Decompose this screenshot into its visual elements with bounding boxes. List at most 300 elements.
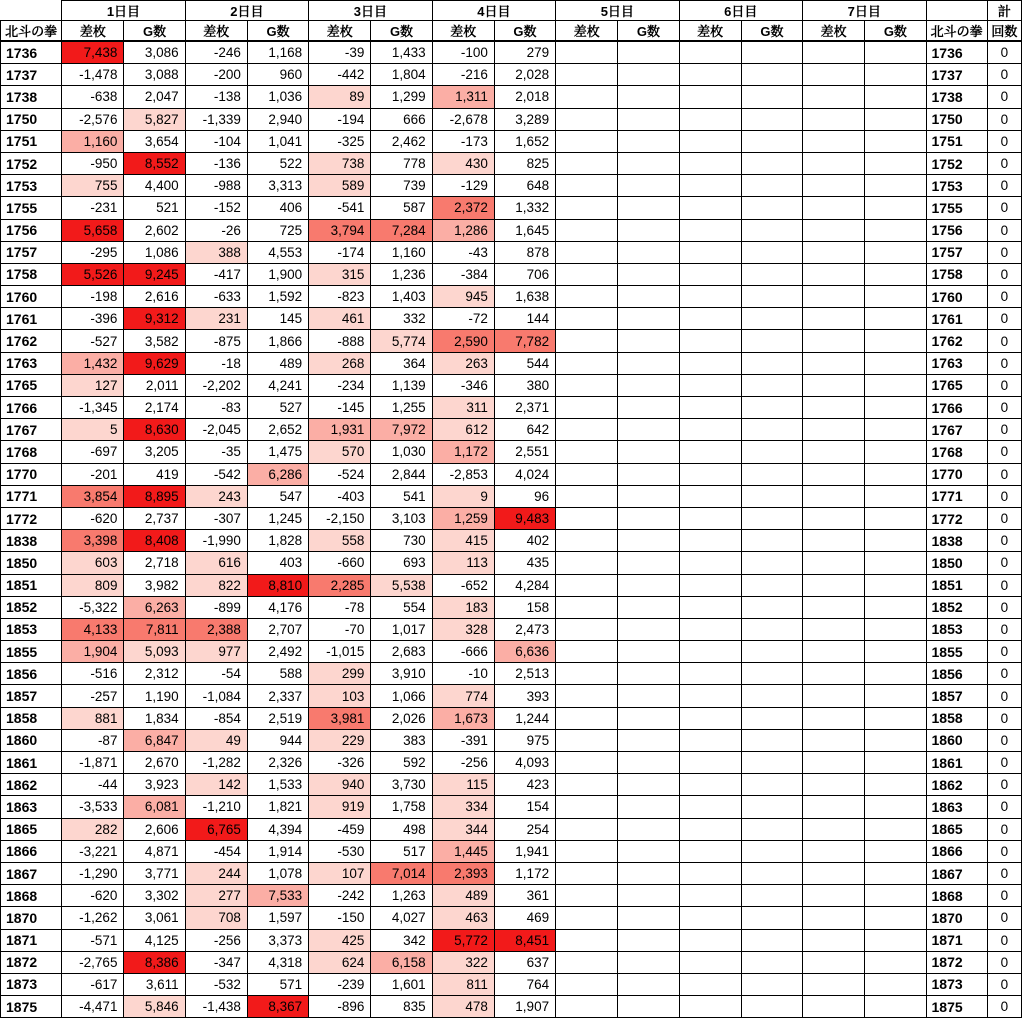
diff-cell: -4,471: [62, 996, 124, 1018]
empty-cell: [618, 729, 679, 751]
diff-cell: -44: [62, 774, 124, 796]
empty-cell: [679, 552, 741, 574]
empty-cell: [556, 774, 618, 796]
games-cell: 1,601: [371, 973, 432, 995]
empty-cell: [679, 41, 741, 64]
empty-cell: [803, 840, 865, 862]
empty-cell: [803, 241, 865, 263]
empty-cell: [618, 263, 679, 285]
empty-cell: [618, 175, 679, 197]
empty-cell: [741, 752, 802, 774]
count-cell: 0: [987, 796, 1021, 818]
empty-cell: [741, 86, 802, 108]
games-cell: 975: [494, 729, 555, 751]
games-cell: 3,205: [124, 441, 185, 463]
diff-cell: 755: [62, 175, 124, 197]
games-cell: 435: [494, 552, 555, 574]
count-cell: 0: [987, 907, 1021, 929]
diff-cell: -242: [309, 885, 371, 907]
diff-cell: -1,339: [185, 108, 247, 130]
column-header-row: [1, 21, 1022, 42]
games-cell: 4,400: [124, 175, 185, 197]
table-row: [1, 152, 1022, 174]
games-cell: 364: [371, 352, 432, 374]
empty-cell: [618, 951, 679, 973]
diff-cell: 103: [309, 685, 371, 707]
empty-cell: [741, 374, 802, 396]
games-cell: 544: [494, 352, 555, 374]
games-cell: 648: [494, 175, 555, 197]
empty-cell: [679, 152, 741, 174]
games-cell: 332: [371, 308, 432, 330]
empty-cell: [618, 641, 679, 663]
diff-cell: 328: [432, 618, 494, 640]
diff-cell: -39: [309, 41, 371, 64]
empty-cell: [556, 463, 618, 485]
table-row: [1, 219, 1022, 241]
diff-cell: 589: [309, 175, 371, 197]
games-header: G数: [741, 21, 802, 42]
table-row: [1, 374, 1022, 396]
machine-number-right: 1866: [926, 840, 987, 862]
games-cell: 944: [247, 729, 308, 751]
machine-number-right: 1872: [926, 951, 987, 973]
machine-number: 1873: [1, 973, 62, 995]
table-row: [1, 86, 1022, 108]
diff-cell: 5: [62, 419, 124, 441]
count-cell: 0: [987, 885, 1021, 907]
games-cell: 3,313: [247, 175, 308, 197]
games-cell: 3,730: [371, 774, 432, 796]
machine-number-right: 1855: [926, 641, 987, 663]
table-row: [1, 241, 1022, 263]
empty-cell: [618, 64, 679, 86]
empty-cell: [865, 951, 926, 973]
diff-cell: -136: [185, 152, 247, 174]
diff-cell: -2,150: [309, 507, 371, 529]
empty-cell: [803, 419, 865, 441]
games-cell: 2,047: [124, 86, 185, 108]
games-cell: 3,611: [124, 973, 185, 995]
machine-number-right: 1758: [926, 263, 987, 285]
diff-cell: -823: [309, 286, 371, 308]
machine-number: 1871: [1, 929, 62, 951]
empty-cell: [618, 907, 679, 929]
games-cell: 3,910: [371, 663, 432, 685]
games-header: G数: [865, 21, 926, 42]
empty-cell: [865, 707, 926, 729]
games-cell: 2,551: [494, 441, 555, 463]
table-row: [1, 929, 1022, 951]
empty-cell: [618, 41, 679, 64]
machine-number-right: 1857: [926, 685, 987, 707]
empty-cell: [741, 130, 802, 152]
empty-cell: [556, 507, 618, 529]
games-cell: 5,827: [124, 108, 185, 130]
diff-cell: -403: [309, 485, 371, 507]
empty-cell: [679, 108, 741, 130]
empty-cell: [741, 663, 802, 685]
diff-cell: -129: [432, 175, 494, 197]
count-cell: 0: [987, 397, 1021, 419]
machine-number-right: 1853: [926, 618, 987, 640]
empty-cell: [741, 485, 802, 507]
empty-cell: [741, 818, 802, 840]
empty-cell: [741, 996, 802, 1018]
empty-cell: [865, 618, 926, 640]
diff-cell: 1,172: [432, 441, 494, 463]
empty-cell: [679, 419, 741, 441]
machine-number-right: 1856: [926, 663, 987, 685]
empty-cell: [865, 840, 926, 862]
empty-cell: [865, 308, 926, 330]
machine-number-right: 1863: [926, 796, 987, 818]
diff-cell: 315: [309, 263, 371, 285]
empty-cell: [679, 175, 741, 197]
diff-cell: -2,765: [62, 951, 124, 973]
machine-number: 1867: [1, 862, 62, 884]
table-row: [1, 996, 1022, 1018]
empty-cell: [556, 929, 618, 951]
empty-cell: [556, 108, 618, 130]
diff-cell: 2,372: [432, 197, 494, 219]
games-cell: 8,895: [124, 485, 185, 507]
games-cell: 380: [494, 374, 555, 396]
empty-cell: [865, 574, 926, 596]
diff-header: 差枚: [185, 21, 247, 42]
diff-header: 差枚: [803, 21, 865, 42]
machine-number-right: 1750: [926, 108, 987, 130]
games-cell: 3,088: [124, 64, 185, 86]
games-cell: 6,286: [247, 463, 308, 485]
empty-cell: [679, 840, 741, 862]
empty-cell: [741, 507, 802, 529]
empty-cell: [741, 308, 802, 330]
count-cell: 0: [987, 641, 1021, 663]
empty-cell: [865, 774, 926, 796]
empty-cell: [803, 929, 865, 951]
games-cell: 693: [371, 552, 432, 574]
games-cell: 825: [494, 152, 555, 174]
empty-cell: [741, 463, 802, 485]
games-cell: 1,533: [247, 774, 308, 796]
empty-cell: [865, 86, 926, 108]
count-cell: 0: [987, 219, 1021, 241]
empty-cell: [741, 41, 802, 64]
diff-cell: 558: [309, 530, 371, 552]
diff-cell: -896: [309, 996, 371, 1018]
diff-cell: 311: [432, 397, 494, 419]
empty-cell: [679, 663, 741, 685]
machine-number-right: 1871: [926, 929, 987, 951]
empty-cell: [741, 263, 802, 285]
games-cell: 1,017: [371, 618, 432, 640]
diff-cell: -72: [432, 308, 494, 330]
machine-number-right: 1838: [926, 530, 987, 552]
machine-number: 1751: [1, 130, 62, 152]
empty-cell: [618, 818, 679, 840]
corner-cell: [1, 1, 62, 21]
games-cell: 3,923: [124, 774, 185, 796]
day-header: 5日目: [556, 1, 679, 21]
diff-cell: 322: [432, 951, 494, 973]
empty-cell: [741, 241, 802, 263]
empty-cell: [679, 441, 741, 463]
table-row: [1, 729, 1022, 751]
empty-cell: [618, 552, 679, 574]
empty-cell: [679, 885, 741, 907]
diff-cell: 107: [309, 862, 371, 884]
machine-number-right: 1771: [926, 485, 987, 507]
empty-cell: [865, 263, 926, 285]
machine-number: 1850: [1, 552, 62, 574]
table-row: [1, 352, 1022, 374]
diff-cell: 231: [185, 308, 247, 330]
machine-number-right: 1772: [926, 507, 987, 529]
diff-cell: 115: [432, 774, 494, 796]
diff-cell: -633: [185, 286, 247, 308]
empty-cell: [679, 241, 741, 263]
empty-cell: [865, 397, 926, 419]
machine-number: 1875: [1, 996, 62, 1018]
day-header: 2日目: [185, 1, 308, 21]
machine-number: 1767: [1, 419, 62, 441]
table-row: [1, 707, 1022, 729]
empty-cell: [865, 685, 926, 707]
empty-cell: [741, 574, 802, 596]
machine-number-right: 1767: [926, 419, 987, 441]
diff-cell: -256: [185, 929, 247, 951]
diff-header: 差枚: [309, 21, 371, 42]
empty-cell: [556, 707, 618, 729]
games-cell: 1,433: [371, 41, 432, 64]
empty-cell: [865, 286, 926, 308]
diff-cell: 183: [432, 596, 494, 618]
diff-cell: 2,393: [432, 862, 494, 884]
games-cell: 1,475: [247, 441, 308, 463]
empty-cell: [865, 907, 926, 929]
diff-cell: -346: [432, 374, 494, 396]
diff-cell: -2,576: [62, 108, 124, 130]
diff-cell: 612: [432, 419, 494, 441]
table-row: [1, 108, 1022, 130]
games-cell: 1,190: [124, 685, 185, 707]
empty-cell: [618, 374, 679, 396]
games-cell: 402: [494, 530, 555, 552]
diff-cell: -1,262: [62, 907, 124, 929]
count-cell: 0: [987, 241, 1021, 263]
machine-number: 1756: [1, 219, 62, 241]
empty-cell: [556, 241, 618, 263]
empty-cell: [679, 862, 741, 884]
games-cell: 1,834: [124, 707, 185, 729]
machine-number-right: 1751: [926, 130, 987, 152]
empty-cell: [865, 663, 926, 685]
machine-number-right: 1752: [926, 152, 987, 174]
games-cell: 4,024: [494, 463, 555, 485]
empty-cell: [865, 530, 926, 552]
day-header: 3日目: [309, 1, 432, 21]
empty-cell: [556, 130, 618, 152]
empty-cell: [618, 663, 679, 685]
games-cell: 587: [371, 197, 432, 219]
diff-cell: 489: [432, 885, 494, 907]
machine-number: 1770: [1, 463, 62, 485]
diff-cell: 142: [185, 774, 247, 796]
table-row: [1, 286, 1022, 308]
empty-cell: [679, 263, 741, 285]
games-header: G数: [618, 21, 679, 42]
games-cell: 4,871: [124, 840, 185, 862]
machine-number-right: 1770: [926, 463, 987, 485]
games-cell: 764: [494, 973, 555, 995]
empty-cell: [741, 64, 802, 86]
machine-number: 1838: [1, 530, 62, 552]
diff-cell: 3,854: [62, 485, 124, 507]
games-cell: 2,670: [124, 752, 185, 774]
games-cell: 571: [247, 973, 308, 995]
empty-cell: [803, 152, 865, 174]
empty-cell: [865, 441, 926, 463]
games-cell: 3,086: [124, 41, 185, 64]
empty-cell: [618, 463, 679, 485]
empty-cell: [679, 929, 741, 951]
diff-cell: -1,282: [185, 752, 247, 774]
diff-cell: -541: [309, 197, 371, 219]
empty-cell: [679, 618, 741, 640]
empty-cell: [803, 530, 865, 552]
diff-cell: -100: [432, 41, 494, 64]
empty-cell: [865, 818, 926, 840]
games-cell: 8,451: [494, 929, 555, 951]
machine-number: 1866: [1, 840, 62, 862]
table-row: [1, 485, 1022, 507]
empty-cell: [618, 286, 679, 308]
empty-cell: [679, 907, 741, 929]
empty-cell: [741, 929, 802, 951]
empty-cell: [556, 219, 618, 241]
empty-cell: [741, 596, 802, 618]
games-cell: 2,028: [494, 64, 555, 86]
games-cell: 642: [494, 419, 555, 441]
empty-cell: [618, 419, 679, 441]
diff-cell: -326: [309, 752, 371, 774]
games-cell: 1,914: [247, 840, 308, 862]
table-row: [1, 419, 1022, 441]
empty-cell: [741, 796, 802, 818]
empty-cell: [679, 996, 741, 1018]
empty-cell: [556, 885, 618, 907]
games-cell: 1,900: [247, 263, 308, 285]
diff-cell: -5,322: [62, 596, 124, 618]
count-cell: 0: [987, 441, 1021, 463]
games-cell: 1,139: [371, 374, 432, 396]
diff-cell: -10: [432, 663, 494, 685]
games-header: G数: [124, 21, 185, 42]
empty-cell: [803, 507, 865, 529]
games-cell: 383: [371, 729, 432, 751]
count-cell: 0: [987, 286, 1021, 308]
count-header: 回数: [987, 21, 1021, 42]
empty-cell: [618, 130, 679, 152]
empty-cell: [803, 441, 865, 463]
games-cell: 730: [371, 530, 432, 552]
games-cell: 2,519: [247, 707, 308, 729]
day-header: 1日目: [62, 1, 185, 21]
diff-cell: -234: [309, 374, 371, 396]
diff-cell: 463: [432, 907, 494, 929]
machine-number: 1752: [1, 152, 62, 174]
diff-cell: 3,398: [62, 530, 124, 552]
games-cell: 3,302: [124, 885, 185, 907]
table-row: [1, 663, 1022, 685]
diff-cell: -194: [309, 108, 371, 130]
empty-cell: [741, 885, 802, 907]
diff-cell: 603: [62, 552, 124, 574]
empty-cell: [865, 219, 926, 241]
diff-cell: -620: [62, 885, 124, 907]
empty-cell: [618, 774, 679, 796]
games-cell: 7,811: [124, 618, 185, 640]
table-row: [1, 463, 1022, 485]
machine-number: 1761: [1, 308, 62, 330]
machine-number-right: 1875: [926, 996, 987, 1018]
empty-cell: [556, 552, 618, 574]
empty-cell: [618, 330, 679, 352]
diff-cell: -307: [185, 507, 247, 529]
empty-cell: [865, 463, 926, 485]
empty-cell: [556, 286, 618, 308]
empty-cell: [803, 330, 865, 352]
games-cell: 2,312: [124, 663, 185, 685]
table-row: [1, 951, 1022, 973]
games-cell: 1,172: [494, 862, 555, 884]
diff-cell: -145: [309, 397, 371, 419]
games-cell: 1,828: [247, 530, 308, 552]
empty-cell: [803, 818, 865, 840]
table-row: [1, 774, 1022, 796]
diff-cell: 708: [185, 907, 247, 929]
games-cell: 1,821: [247, 796, 308, 818]
empty-cell: [865, 64, 926, 86]
empty-cell: [803, 219, 865, 241]
diff-cell: 415: [432, 530, 494, 552]
empty-cell: [556, 397, 618, 419]
machine-number: 1763: [1, 352, 62, 374]
empty-cell: [741, 862, 802, 884]
games-cell: 835: [371, 996, 432, 1018]
games-cell: 1,078: [247, 862, 308, 884]
empty-cell: [865, 862, 926, 884]
count-cell: 0: [987, 707, 1021, 729]
day-header: 7日目: [803, 1, 926, 21]
games-cell: 666: [371, 108, 432, 130]
empty-cell: [865, 752, 926, 774]
empty-cell: [865, 929, 926, 951]
empty-cell: [679, 818, 741, 840]
games-cell: 342: [371, 929, 432, 951]
diff-cell: -150: [309, 907, 371, 929]
empty-cell: [803, 951, 865, 973]
empty-cell: [679, 330, 741, 352]
diff-cell: 282: [62, 818, 124, 840]
count-cell: 0: [987, 574, 1021, 596]
empty-cell: [741, 840, 802, 862]
machine-number: 1755: [1, 197, 62, 219]
empty-cell: [556, 996, 618, 1018]
empty-cell: [679, 130, 741, 152]
empty-cell: [803, 397, 865, 419]
